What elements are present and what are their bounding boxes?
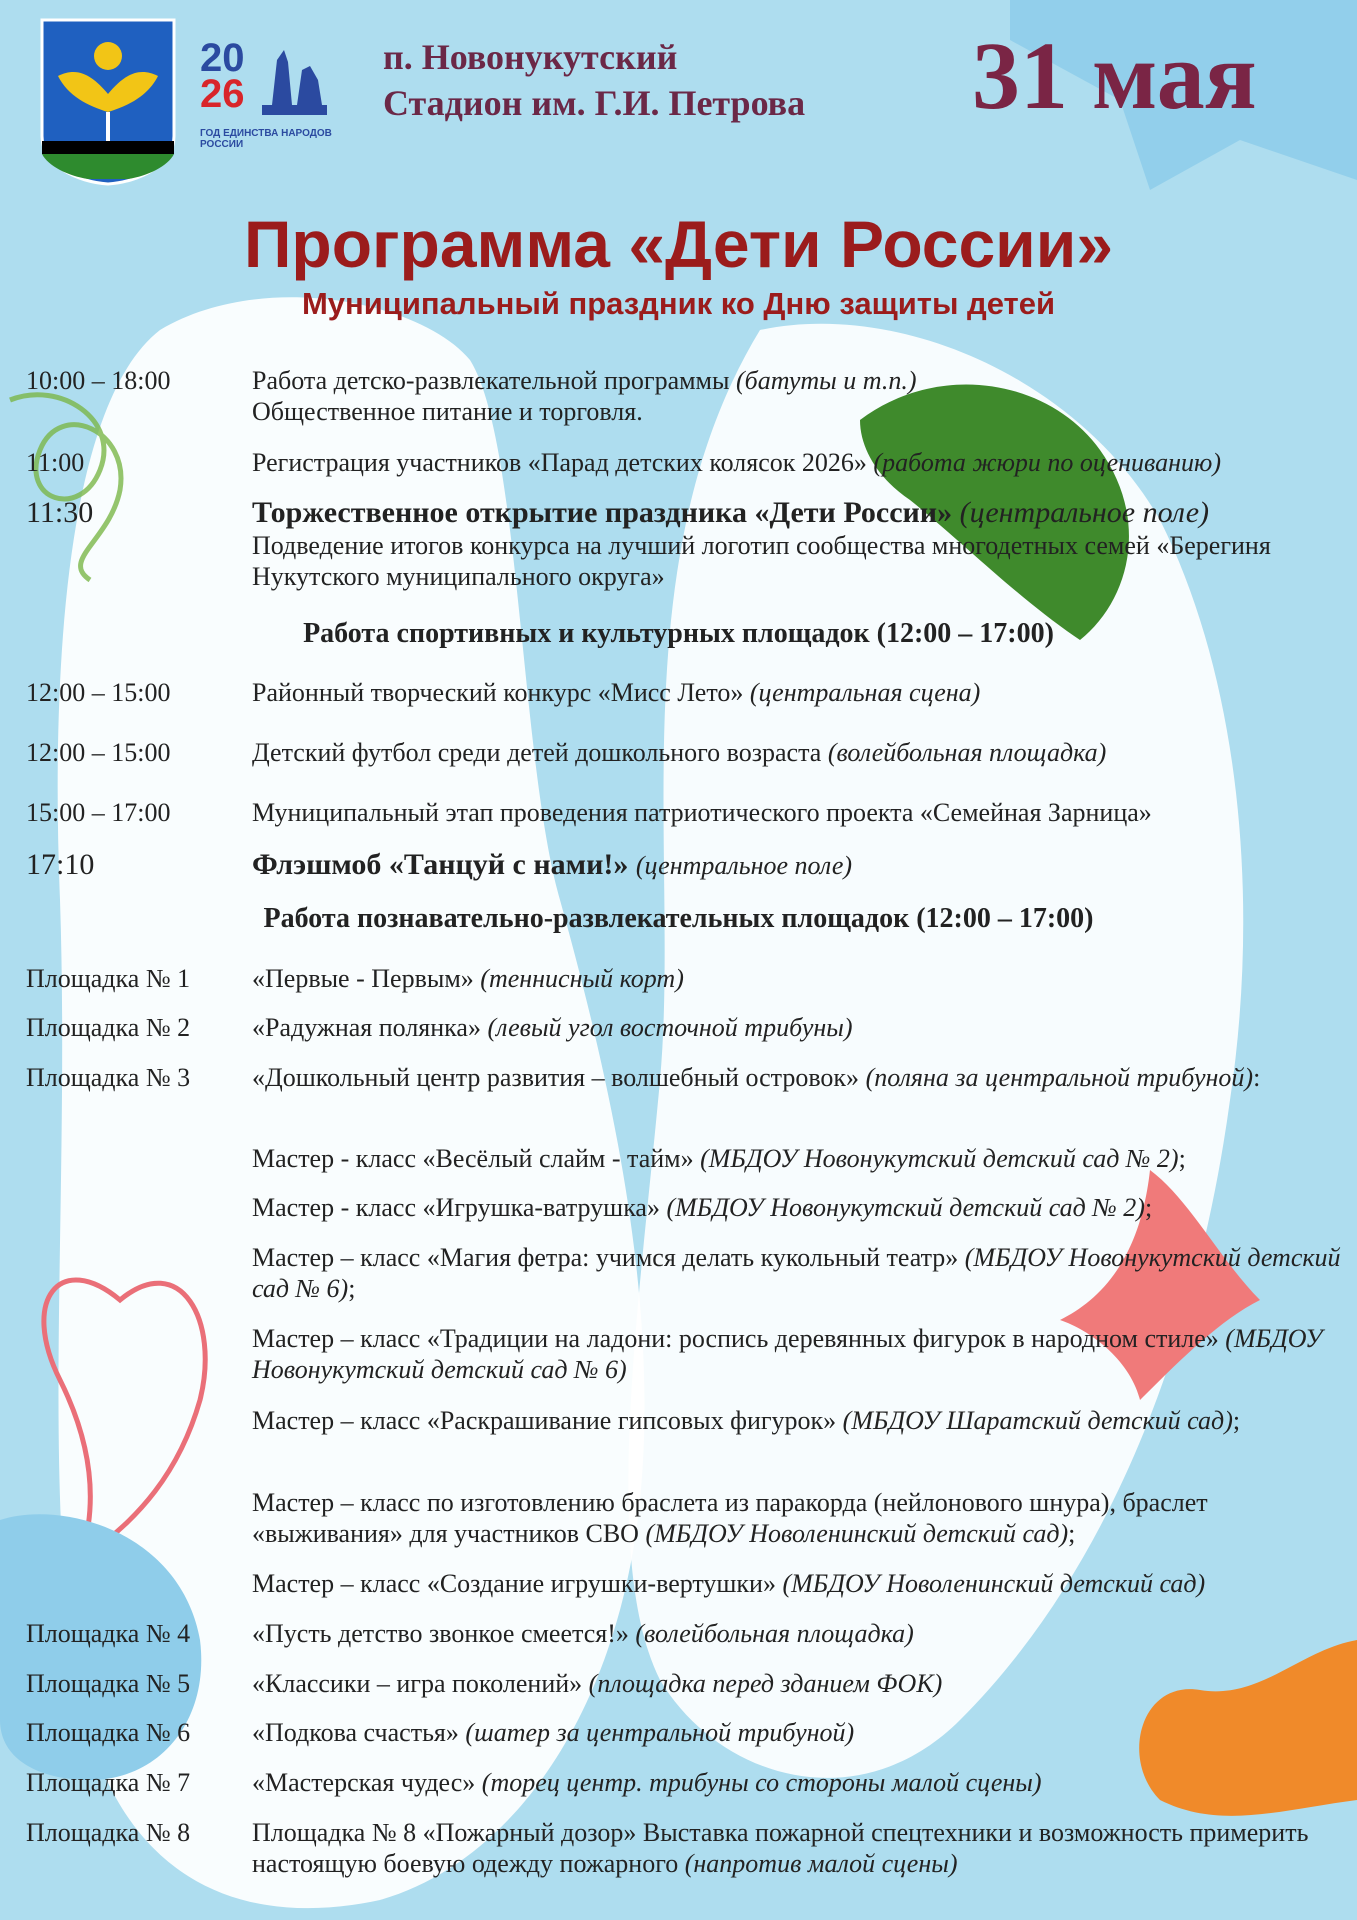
schedule-time: 17:10 <box>26 848 95 881</box>
site-label: Площадка № 2 <box>26 1013 191 1042</box>
site-label: Площадка № 4 <box>26 1619 191 1648</box>
year-logo-number: 20 26 <box>200 36 245 116</box>
coat-of-arms-icon <box>38 16 178 186</box>
venue <box>383 34 805 126</box>
site-label: Площадка № 6 <box>26 1718 191 1747</box>
schedule-time: 10:00 – 18:00 <box>26 366 171 395</box>
masterclass-item: Мастер – класс «Магия фетра: учимся делать кукольный театр» (МБДОУ Новонукутский детский сад № 6); <box>252 1243 1341 1303</box>
schedule-time: 12:00 – 15:00 <box>26 738 171 767</box>
masterclass-item: Мастер - класс «Игрушка-ватрушка» (МБДОУ Новонукутский детский сад № 2); <box>252 1193 1153 1222</box>
section-heading-sites: Работа познавательно-развлекательных площадок (12:00 – 17:00) <box>263 903 1094 934</box>
schedule-time: 11:00 <box>26 448 85 477</box>
year-logo-caption: ГОД ЕДИНСТВА НАРОДОВ РОССИИ <box>200 128 332 150</box>
site-label: Площадка № 1 <box>26 964 191 993</box>
site-label: Площадка № 8 <box>26 1818 191 1847</box>
site-label: Площадка № 3 <box>26 1063 191 1092</box>
event-date: 31 мая <box>972 22 1257 129</box>
site-label: Площадка № 7 <box>26 1768 191 1797</box>
schedule-desc: Работа детско-развлекательной программы (батуты и т.п.) Общественное питание и торговля. <box>252 366 917 426</box>
masterclass-item: Мастер – класс по изготовлению браслета из паракорда (нейлонового шнура), браслет «выживания» для участников СВО (МБДОУ Новоленинский детский сад); <box>252 1488 1208 1548</box>
venue-line-2: Стадион им. Г.И. Петрова <box>383 83 806 123</box>
schedule-desc: Регистрация участников «Парад детских колясок 2026» (работа жюри по оцениванию) <box>252 448 1222 477</box>
schedule-desc: Торжественное открытие праздника «Дети России» (центральное поле) Подведение итогов конкурса на лучший логотип сообщества многодетных семей «Берегиня Нукутского муниципального округа» <box>252 496 1271 591</box>
masterclass-item: Мастер - класс «Весёлый слайм - тайм» (МБДОУ Новонукутский детский сад № 2); <box>252 1144 1186 1173</box>
site-label: Площадка № 5 <box>26 1669 191 1698</box>
schedule-time: 11:30 <box>26 496 94 529</box>
year-of-unity-logo <box>200 36 335 155</box>
venue-line-1: п. Новонукутский <box>383 37 678 77</box>
section-heading-sports: Работа спортивных и культурных площадок (12:00 – 17:00) <box>303 618 1054 649</box>
schedule-time: 15:00 – 17:00 <box>26 798 171 827</box>
masterclass-item: Мастер – класс «Традиции на ладони: роспись деревянных фигурок в народном стиле» (МБДОУ Новонукутский детский сад № 6) <box>252 1324 1323 1384</box>
schedule-time: 12:00 – 15:00 <box>26 678 171 707</box>
masterclass-item: Мастер – класс «Раскрашивание гипсовых фигурок» (МБДОУ Шаратский детский сад); <box>252 1406 1241 1435</box>
masterclass-item: Мастер – класс «Создание игрушки-вертушки» (МБДОУ Новоленинский детский сад) <box>252 1569 1206 1598</box>
page-subtitle: Муниципальный праздник ко Дню защиты детей <box>301 286 1056 321</box>
page-title: Программа «Дети России» <box>243 207 1114 281</box>
monument-icon <box>252 40 332 120</box>
